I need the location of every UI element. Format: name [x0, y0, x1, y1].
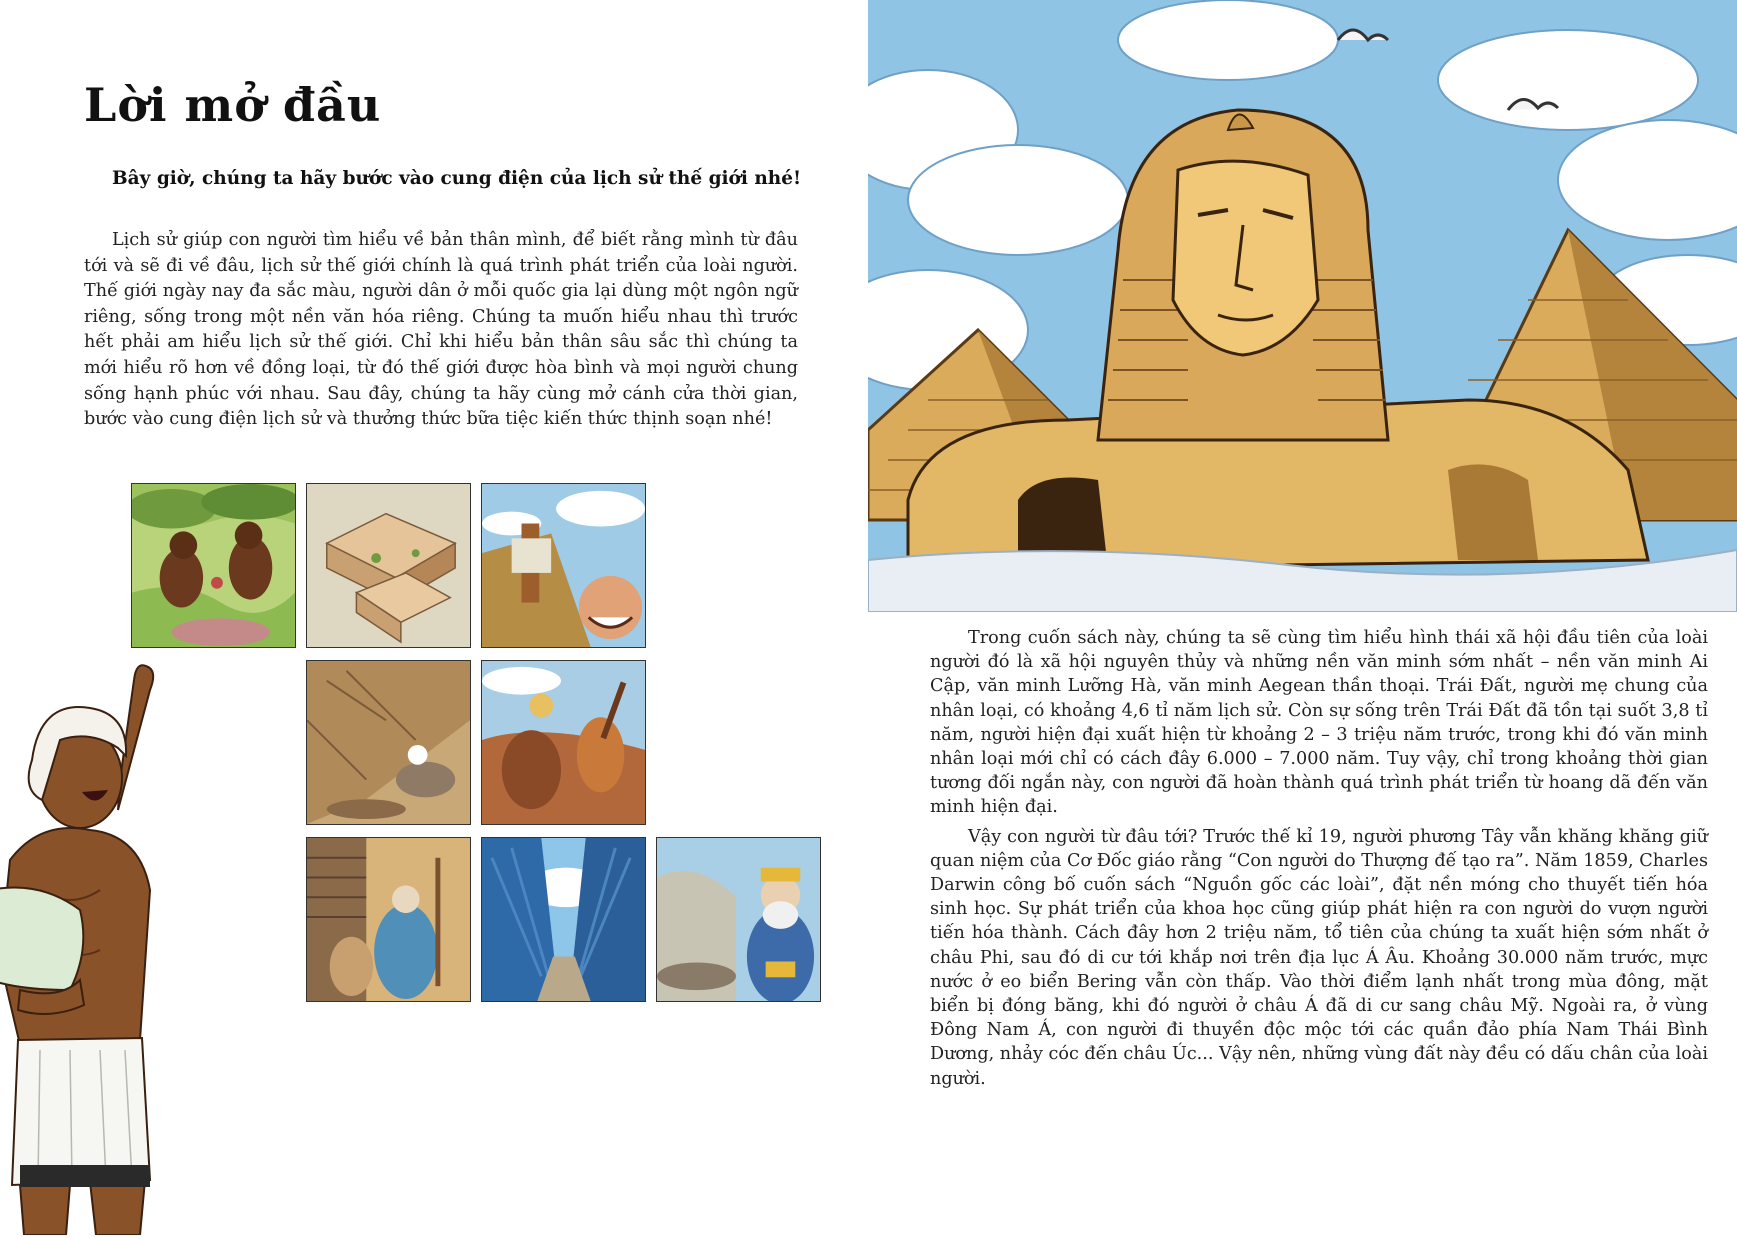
panel-village — [306, 483, 471, 648]
panel-moses — [306, 837, 471, 1002]
egyptian-man-illustration — [0, 660, 172, 1235]
builder-illustration — [482, 484, 645, 647]
panel-ruins — [306, 660, 471, 825]
village-illustration — [307, 484, 470, 647]
body-paragraph-1: Trong cuốn sách này, chúng ta sẽ cùng tìm hiểu hình thái xã hội đầu tiên của loài người đó là xã hội nguyên thủy và những nền văn minh sớm nhất – nền văn minh Ai Cập, văn minh Lưỡng Hà, văn minh Aegean thần thoại. Trái Đất, người mẹ chung của nhân loại, có khoảng 4,6 tỉ năm lịch sử. Còn sự sống trên Trái Đất đã tồn tại suốt 3,8 tỉ năm, người hiện đại xuất hiện từ khoảng 2 – 3 triệu năm trước, trong khi đó văn minh nhân loại mới chỉ có cách đây 6.000 – 7.000 năm. Tuy vậy, chỉ trong khoảng thời gian tương đối ngắn này, con người đã hoàn thành quá trình phát triển từ hoang dã đến văn minh hiện đại. — [930, 628, 1708, 818]
panel-battle — [481, 660, 646, 825]
sphinx-scene — [868, 0, 1737, 612]
page-title: Lời mở đầu — [84, 78, 382, 132]
panel-sea-parting — [481, 837, 646, 1002]
intro-paragraph: Lịch sử giúp con người tìm hiểu về bản thân mình, để biết rằng mình từ đâu tới và sẽ đi về đâu, lịch sử thế giới chính là quá trình phát triển của loài người. Thế giới ngày nay đa sắc màu, người dân ở mỗi quốc gia lại dùng một ngôn ngữ riêng, sống trong một nền văn hóa riêng. Chúng ta muốn hiểu nhau thì trước hết phải am hiểu lịch sử thế giới. Chỉ khi hiểu bản thân sâu sắc thì chúng ta mới hiểu rõ hơn về đồng loại, từ đó thế giới được hòa bình và mọi người chung sống hạnh phúc với nhau. Sau đây, chúng ta hãy cùng mở cánh cửa thời gian, bước vào cung điện lịch sử và thưởng thức bữa tiệc kiến thức thịnh soạn nhé! — [84, 230, 798, 430]
panel-builder — [481, 483, 646, 648]
body-text — [930, 626, 1708, 1096]
panel-cavemen — [131, 483, 296, 648]
sphinx-illustration — [868, 0, 1737, 612]
cavemen-illustration — [132, 484, 295, 647]
battle-illustration — [482, 661, 645, 824]
page-subtitle: Bây giờ, chúng ta hãy bước vào cung điện của lịch sử thế giới nhé! — [112, 168, 802, 189]
ruins-illustration — [307, 661, 470, 824]
egyptian-man-figure — [0, 660, 172, 1235]
sea-parting-illustration — [482, 838, 645, 1001]
body-paragraph-2: Vậy con người từ đâu tới? Trước thế kỉ 19, người phương Tây vẫn khăng khăng giữ quan niệm của Cơ Đốc giáo rằng “Con người do Thượng đế tạo ra”. Năm 1859, Charles Darwin công bố cuốn sách “Nguồn gốc các loài”, đặt nền móng cho thuyết tiến hóa sinh học. Sự phát triển của khoa học cũng giúp phát hiện ra con người do vượn người tiến hóa thành. Cách đây hơn 2 triệu năm, tổ tiên của chúng ta xuất hiện sớm nhất ở châu Phi, sau đó di cư tới khắp nơi trên địa lục Á Âu. Khoảng 30.000 năm trước, mực nước ở eo biển Bering vẫn còn thấp. Vào thời điểm lạnh nhất trong mùa đông, mặt biển bị đóng băng, khi đó người ở châu Á đã di cư sang châu Mỹ. Ngoài ra, ở vùng Đông Nam Á, con người đi thuyền độc mộc tới các quần đảo phía Nam Thái Bình Dương, nhảy cóc đến châu Úc... Vậy nên, những vùng đất này đều có dấu chân của loài người. — [930, 826, 1708, 1089]
king-illustration — [657, 838, 820, 1001]
moses-illustration — [307, 838, 470, 1001]
panel-king — [656, 837, 821, 1002]
